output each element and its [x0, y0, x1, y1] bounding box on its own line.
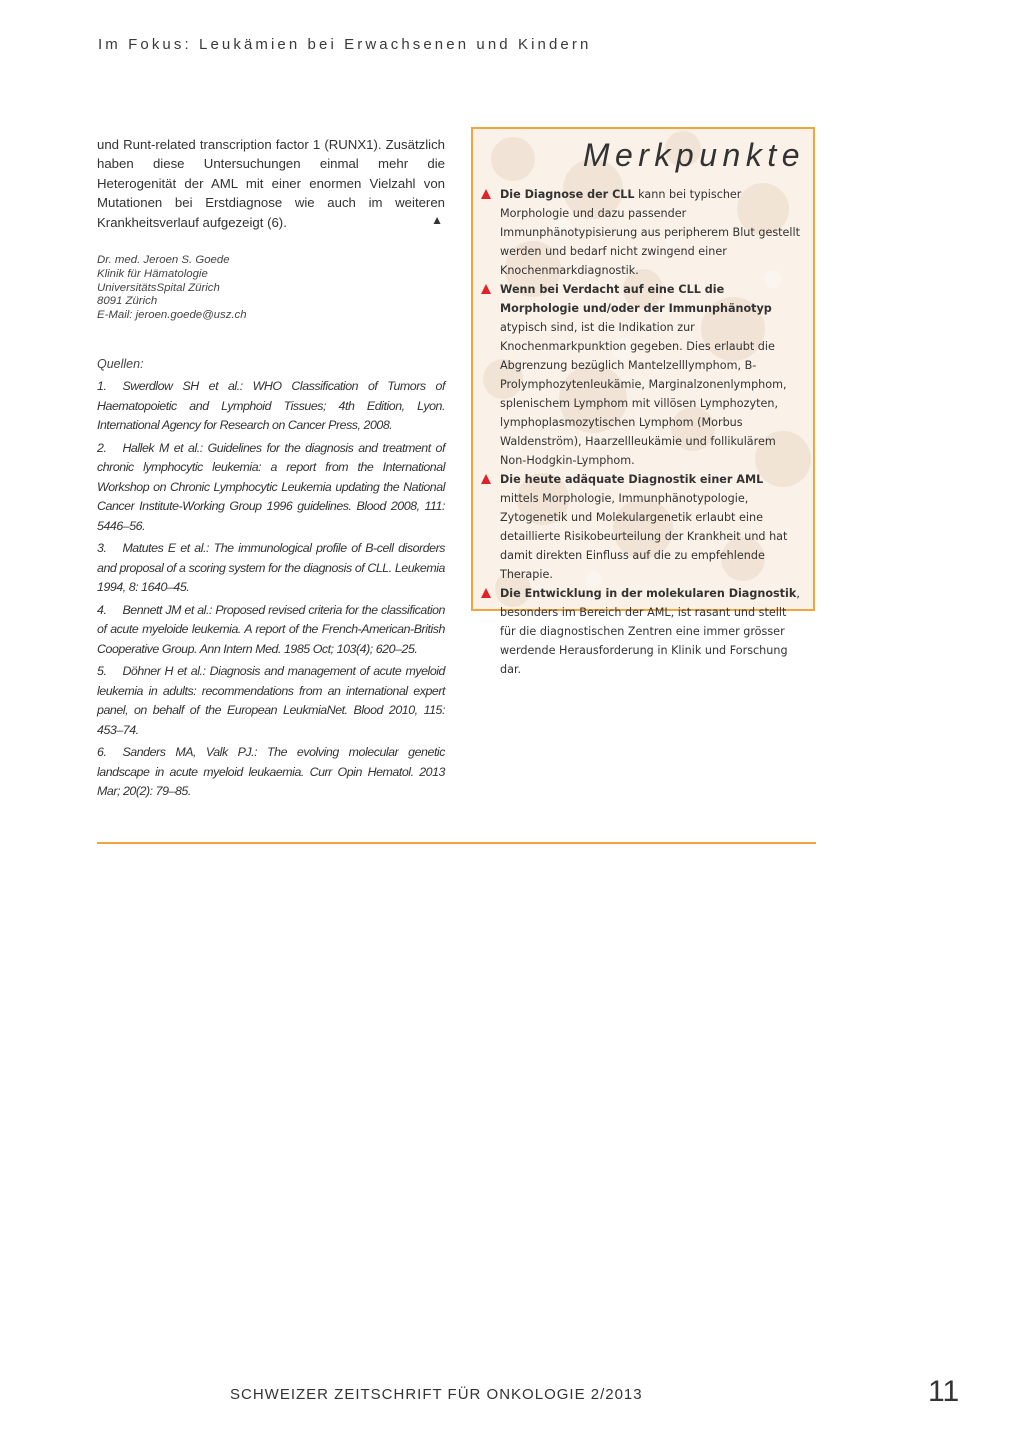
reference-text: Matutes E et al.: The immunological profile of B-cell disorders and proposal of a scoring system for the diagnosis of CLL. Leukemia 1994, 8: 1640–45.	[97, 541, 445, 595]
key-points-list	[481, 185, 805, 679]
key-point-bold: Die Entwicklung in der molekularen Diagnostik	[500, 587, 797, 600]
section-divider-rule	[97, 842, 816, 844]
reference-item	[97, 539, 445, 598]
reference-item	[97, 439, 445, 537]
reference-item	[97, 601, 445, 660]
reference-item	[97, 662, 445, 740]
key-points-title: Merkpunkte	[582, 137, 805, 173]
author-name: Dr. med. Jeroen S. Goede	[97, 254, 230, 267]
reference-text: Döhner H et al.: Diagnosis and management of acute myeloid leukemia in adults: recommendations from an international expert panel, on behalf of the European LeukmiaNet. Blood 2010, 115: 453–74.	[97, 664, 445, 737]
author-city: 8091 Zürich	[97, 295, 158, 308]
key-points-box	[471, 127, 815, 676]
journal-footer: SCHWEIZER ZEITSCHRIFT FÜR ONKOLOGIE 2/2013	[230, 1386, 643, 1403]
reference-number: 2.	[97, 440, 107, 455]
running-header: Im Fokus: Leukämien bei Erwachsenen und Kindern	[98, 36, 592, 53]
reference-number: 6.	[97, 745, 107, 760]
author-block	[97, 254, 445, 323]
key-point-text: , besonders im Bereich der AML, ist rasant und stellt für die diagnostischen Zentren eine immer grösser werdende Herausforderung in Klinik und Forschung dar.	[500, 587, 800, 676]
article-left-column	[97, 135, 445, 805]
red-triangle-bullet-icon	[481, 284, 491, 294]
key-point-item	[481, 584, 805, 679]
key-point-item	[481, 470, 805, 584]
key-point-item	[481, 280, 805, 470]
reference-number: 3.	[97, 541, 107, 556]
article-body-text: und Runt-related transcription factor 1 (RUNX1). Zusätzlich haben diese Untersuchungen einmal mehr die Heterogenität der AML mit einer enormen Vielzahl von Mutationen bei Erstdiagnose wie auch im weiteren Krankheitsverlauf aufgezeigt (6).	[97, 137, 445, 230]
author-clinic: Klinik für Hämatologie	[97, 267, 208, 280]
red-triangle-bullet-icon	[481, 588, 491, 598]
key-point-bold: Die Diagnose der CLL	[500, 188, 635, 201]
key-point-bold: Die heute adäquate Diagnostik einer AML	[500, 473, 764, 486]
page-number: 11	[928, 1375, 960, 1408]
reference-item	[97, 743, 445, 802]
end-of-article-icon: ▲	[431, 212, 443, 227]
key-point-bold: Wenn bei Verdacht auf eine CLL die Morphologie und/oder der Immunphänotyp	[500, 283, 772, 315]
key-point-item	[481, 185, 805, 280]
references-section	[97, 357, 445, 802]
reference-text: Swerdlow SH et al.: WHO Classification of Tumors of Haematopoietic and Lymphoid Tissues; 4th Edition, Lyon. International Agency for Research on Cancer Press, 2008.	[97, 379, 445, 433]
reference-number: 5.	[97, 664, 107, 679]
key-point-text: kann bei typischer Morphologie und dazu passender Immunphänotypisierung aus peripherem Blut gestellt werden und bedarf nicht zwingend einer Knochenmarkdiagnostik.	[500, 188, 801, 277]
reference-text: Sanders MA, Valk PJ.: The evolving molecular genetic landscape in acute myeloid leukaemia. Curr Opin Hematol. 2013 Mar; 20(2): 79–85.	[97, 745, 445, 799]
reference-text: Hallek M et al.: Guidelines for the diagnosis and treatment of chronic lymphocytic leukemia: a report from the International Workshop on Chronic Lymphocytic Leukemia updating the National Cancer Institute-Working Group 1996 guidelines. Blood 2008, 111: 5446–56.	[97, 440, 445, 533]
author-hospital: UniversitätsSpital Zürich	[97, 281, 220, 294]
references-title: Quellen:	[97, 357, 144, 372]
reference-number: 4.	[97, 602, 107, 617]
reference-item	[97, 377, 445, 436]
article-body-paragraph	[97, 135, 445, 232]
red-triangle-bullet-icon	[481, 189, 491, 199]
author-email: E-Mail: jeroen.goede@usz.ch	[97, 309, 247, 322]
key-point-text: mittels Morphologie, Immunphänotypologie, Zytogenetik und Molekulargenetik erlaubt eine detaillierte Risikobeurteilung der Krankheit und hat damit direkten Einfluss auf die zu empfehlende Therapie.	[500, 492, 788, 581]
key-point-text: atypisch sind, ist die Indikation zur Knochenmarkpunktion gegeben. Dies erlaubt die Abgrenzung bezüglich Mantelzelllymphom, B-Prolymphozytenleukämie, Marginalzonenlymphom, splenischem Lymphom mit villösen Lymphozyten, lymphoplasmozytischen Lymphom (Morbus Waldenström), Haarzellleukämie und follikulärem Non-Hodgkin-Lymphom.	[500, 321, 787, 467]
red-triangle-bullet-icon	[481, 474, 491, 484]
reference-text: Bennett JM et al.: Proposed revised criteria for the classification of acute myeloide leukemia. A report of the French-American-British Cooperative Group. Ann Intern Med. 1985 Oct; 103(4); 620–25.	[97, 602, 445, 656]
reference-number: 1.	[97, 379, 107, 394]
